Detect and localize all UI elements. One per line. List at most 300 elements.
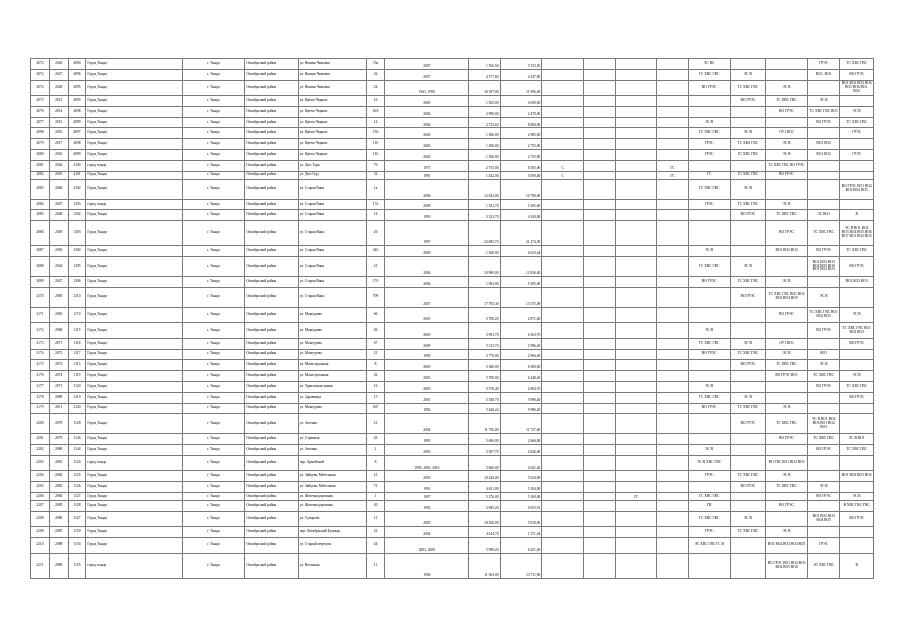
cell-spacer (584, 392, 615, 403)
cell-n2: ЭС В (730, 392, 766, 403)
cell-street: ул. Мангурова (298, 403, 366, 414)
cell-s1: 4 651,00 (469, 482, 500, 493)
cell-n2: ВО ГРЭС (730, 287, 766, 307)
cell-m2 (615, 392, 657, 403)
cell-year: 1994 (385, 553, 469, 578)
cell-spacer (584, 117, 615, 128)
table-row (31, 471, 874, 482)
cell-year: 2004 (385, 414, 469, 434)
cell-house: 16Г (366, 403, 385, 414)
cell-name: Город Тында (86, 434, 182, 445)
cell-street: ул. Зеленая (298, 445, 366, 456)
cell-m2 (615, 199, 657, 210)
cell-street: ул. Цветы Черные (298, 150, 366, 161)
cell-m3 (657, 371, 688, 382)
cell-code: 4098 (68, 139, 86, 150)
cell-n4: ЭС ХВС ГВС (807, 553, 839, 578)
cell-area: Октябрьский район (245, 221, 298, 246)
cell-n1: ГРЭС (688, 199, 730, 210)
cell-s2: 2 871,40 (500, 307, 542, 323)
cell-name: Город Тында (86, 414, 182, 434)
cell-no: 2047 (49, 276, 68, 287)
cell-type: г. Тында (182, 307, 245, 323)
table-row (31, 445, 874, 456)
cell-year: 2006 (385, 179, 469, 199)
cell-no: 2068 (49, 323, 68, 339)
cell-area: Октябрьский район (245, 338, 298, 349)
cell-street: пер. Октябрьский Бульвар (298, 527, 366, 538)
cell-n4: ВО1, ВО2 (807, 69, 839, 80)
cell-n1: ГРЭС (688, 527, 730, 538)
cell-code: 4095 (68, 80, 86, 96)
cell-id: 2076 (31, 106, 50, 117)
table-row (31, 338, 874, 349)
cell-m3 (657, 538, 688, 554)
cell-year: 2001 (385, 392, 469, 403)
cell-n1: ГС (688, 171, 730, 179)
cell-spacer (584, 287, 615, 307)
cell-m2: ГС (615, 493, 657, 501)
cell-no: 2065 (49, 307, 68, 323)
cell-house: 17к (366, 199, 385, 210)
cell-code: 1150 (68, 527, 86, 538)
cell-s2: 11 996,40 (500, 80, 542, 96)
cell-area: Октябрьский район (245, 150, 298, 161)
cell-house: 16А (366, 106, 385, 117)
cell-n5 (840, 160, 874, 171)
cell-n3: ВО ГРЭС ВО1 ВО2 ВО3 ВО4 ВО5 ВО6 (766, 553, 808, 578)
table-row (31, 276, 874, 287)
cell-m3 (657, 392, 688, 403)
cell-n1: ВО ГРЭС (688, 349, 730, 360)
cell-n5: ЭС В (840, 307, 874, 323)
cell-area: Октябрьский район (245, 199, 298, 210)
cell-n2 (730, 500, 766, 511)
cell-street: ул. Железнодорожная (298, 500, 366, 511)
cell-n4 (807, 338, 839, 349)
table-row (31, 381, 874, 392)
cell-spacer (584, 553, 615, 578)
cell-n3: ТС ХВС ГВС (766, 210, 808, 221)
cell-s1: 5 660,00 (469, 455, 500, 471)
cell-n3: ЭС В (766, 150, 808, 161)
cell-spacer (584, 403, 615, 414)
cell-spacer (584, 179, 615, 199)
cell-s2: 1 371,44 (500, 527, 542, 538)
cell-n4: ЭС В ВО1 ВО2 ВО3 ВО1 ВО2 ВО3 (807, 414, 839, 434)
cell-n3: ВО ГРЭС (766, 221, 808, 246)
cell-no: 2080 (49, 445, 68, 456)
cell-n2: ГС ХВС ГВС (730, 150, 766, 161)
cell-street: ул. Яшина-Чиновая (298, 69, 366, 80)
cell-m3 (657, 69, 688, 80)
cell-spacer (584, 471, 615, 482)
table-row (31, 527, 874, 538)
cell-n5: ВО ГРЭС ВО1 ВО2 ВО3 ВО4 ВО5 (840, 179, 874, 199)
cell-n4: ЭС В (807, 287, 839, 307)
cell-n4: ВО1 ВО2 ВО3 ВО4 ВО5 ВО6 ВО1 ВО2 ВО3 (807, 256, 839, 276)
cell-id: 2088 (31, 256, 50, 276)
cell-m1 (542, 471, 584, 482)
cell-n1 (688, 307, 730, 323)
cell-street: ул. Железнодорожная (298, 493, 366, 501)
cell-n5: ГРЭС (840, 128, 874, 139)
cell-s1: 4 577,60 (469, 69, 500, 80)
cell-m1 (542, 117, 584, 128)
cell-spacer (584, 455, 615, 471)
cell-m1 (542, 276, 584, 287)
cell-n1: ГС ХВС ГВС (688, 128, 730, 139)
cell-n2: ЭС В (730, 338, 766, 349)
cell-m1 (542, 210, 584, 221)
cell-n3: ТС ХВС ГВС (766, 414, 808, 434)
cell-year: 1995, 2003, 2010 (385, 455, 469, 471)
cell-street: ул. Цветы Черные (298, 139, 366, 150)
table-row (31, 434, 874, 445)
cell-s2: 2 755,00 (500, 150, 542, 161)
cell-street: ул. Цветы Черные (298, 128, 366, 139)
cell-m1 (542, 69, 584, 80)
cell-name: Город Тында (86, 139, 182, 150)
cell-spacer (584, 338, 615, 349)
cell-s1: 11 756,00 (469, 414, 500, 434)
cell-no: 2078 (49, 414, 68, 434)
cell-n5: ЭС В (840, 493, 874, 501)
cell-no: 2048 (49, 210, 68, 221)
cell-s2: 6 248,40 (500, 371, 542, 382)
cell-n5: ВО ГРЭС (840, 511, 874, 527)
cell-m3 (657, 349, 688, 360)
cell-id: 2080 (31, 150, 50, 161)
cell-id: 2170 (31, 287, 50, 307)
cell-name: Город Тында (86, 59, 182, 70)
cell-id: 2205 (31, 482, 50, 493)
cell-street: ул. Дюз Одд (298, 171, 366, 179)
cell-n2: ВО ГРЭС (730, 210, 766, 221)
cell-n3: ТС ХВС ГВС (766, 360, 808, 371)
cell-code: 4100 (68, 160, 86, 171)
cell-m3 (657, 482, 688, 493)
cell-spacer (584, 246, 615, 257)
cell-spacer (584, 128, 615, 139)
cell-year: 1995 (385, 434, 469, 445)
document-sheet (30, 58, 874, 606)
cell-n2: ТС ХВС ГВС (730, 403, 766, 414)
cell-id: 2210 (31, 538, 50, 554)
cell-house: 26 (366, 434, 385, 445)
cell-id: 2087 (31, 246, 50, 257)
cell-m2 (615, 307, 657, 323)
cell-m3 (657, 381, 688, 392)
cell-n4: ВО ГРЭС (807, 117, 839, 128)
cell-area: Октябрьский район (245, 256, 298, 276)
cell-n1 (688, 482, 730, 493)
cell-street: ул. Здравница (298, 392, 366, 403)
cell-n2: ТС ХВС ГВС (730, 471, 766, 482)
cell-s1: 5 446,24 (469, 403, 500, 414)
cell-id: 2201 (31, 434, 50, 445)
cell-n2: ЭС В (730, 511, 766, 527)
cell-code: 1119 (68, 371, 86, 382)
cell-house: 44 (366, 538, 385, 554)
cell-street: ул. Старая Ваня (298, 287, 366, 307)
cell-area: Октябрьский район (245, 179, 298, 199)
cell-street: ул. Транзитная линия (298, 381, 366, 392)
cell-m1 (542, 80, 584, 96)
cell-s1: 12 632,00 (469, 179, 500, 199)
cell-id: 2208 (31, 511, 50, 527)
cell-year: 2009 (385, 338, 469, 349)
cell-m1 (542, 392, 584, 403)
cell-m1 (542, 96, 584, 107)
cell-s1: 5 606,00 (469, 434, 500, 445)
cell-spacer (584, 210, 615, 221)
cell-s2: 3 723,50 (500, 59, 542, 70)
cell-no: 2050 (49, 246, 68, 257)
cell-n4: ЭС В (807, 96, 839, 107)
cell-year: 2003, 2009 (385, 538, 469, 554)
cell-street: ул. Старая Ваня (298, 199, 366, 210)
cell-type: г. Тында (182, 392, 245, 403)
cell-spacer (584, 171, 615, 179)
table-row (31, 246, 874, 257)
cell-no: 2011 (49, 403, 68, 414)
cell-n4: ГРЭС (807, 59, 839, 70)
cell-n3: ТС ХВС ГВС ВО1 ВО2 ВО3 ВО4 ВО5 (766, 287, 808, 307)
cell-s2: 13 711,90 (500, 553, 542, 578)
cell-m1 (542, 445, 584, 456)
cell-code: 1306 (68, 276, 86, 287)
cell-street: ул. Зайцева, Мебельная (298, 482, 366, 493)
cell-n5 (840, 455, 874, 471)
cell-m3 (657, 139, 688, 150)
cell-s2: 2 996,40 (500, 338, 542, 349)
cell-no: 2045 (49, 171, 68, 179)
cell-m1 (542, 338, 584, 349)
cell-spacer (584, 221, 615, 246)
cell-n4: ЭС ВО1 (807, 210, 839, 221)
cell-n4 (807, 500, 839, 511)
cell-area: Октябрьский район (245, 360, 298, 371)
cell-m2 (615, 210, 657, 221)
cell-n5 (840, 96, 874, 107)
cell-house: 17б (366, 276, 385, 287)
cell-n1 (688, 96, 730, 107)
cell-n2 (730, 434, 766, 445)
cell-n3 (766, 392, 808, 403)
cell-type: г. Тында (182, 160, 245, 171)
table-row (31, 392, 874, 403)
cell-area: Октябрьский район (245, 307, 298, 323)
cell-n2: ГС ХВС ГВС (730, 171, 766, 179)
table-row (31, 403, 874, 414)
cell-year: 2004 (385, 256, 469, 276)
cell-code: 4096 (68, 69, 86, 80)
cell-house: 709 (366, 287, 385, 307)
cell-n1: ВО ГРЭС (688, 403, 730, 414)
cell-m2 (615, 69, 657, 80)
cell-code: 4097 (68, 128, 86, 139)
cell-m3 (657, 414, 688, 434)
cell-id: 2204 (31, 471, 50, 482)
cell-name: Город Тында (86, 403, 182, 414)
cell-house: 71 (366, 482, 385, 493)
cell-s1: 4 614,70 (469, 527, 500, 538)
cell-type: г. Тында (182, 553, 245, 578)
cell-n3: ЭС В (766, 403, 808, 414)
cell-id: 2175 (31, 360, 50, 371)
cell-spacer (584, 381, 615, 392)
cell-no: 2081 (49, 455, 68, 471)
cell-code: 1128 (68, 500, 86, 511)
cell-n3: ВО ГВС ВО1 ВО2 ВО3 (766, 455, 808, 471)
cell-n3 (766, 117, 808, 128)
cell-house: 34б (366, 246, 385, 257)
cell-code: 1115 (68, 323, 86, 339)
cell-s1: 1 505,00 (469, 96, 500, 107)
cell-m2 (615, 403, 657, 414)
cell-code: 1303 (68, 221, 86, 246)
cell-house: 22 (366, 527, 385, 538)
cell-code: 1174 (68, 307, 86, 323)
cell-m2 (615, 323, 657, 339)
cell-n1: ЭС В (688, 323, 730, 339)
cell-m3 (657, 128, 688, 139)
cell-n1: ЭС ХВС ГВС ГС В (688, 538, 730, 554)
cell-s1: 5 276,00 (469, 493, 500, 501)
cell-street: ул. Старая Ваня (298, 256, 366, 276)
cell-name: город тында (86, 199, 182, 210)
cell-spacer (584, 106, 615, 117)
cell-year: 2003 (385, 381, 469, 392)
cell-id: 2173 (31, 338, 50, 349)
cell-n5: ТС ХВС ГВС (840, 117, 874, 128)
cell-m3 (657, 455, 688, 471)
cell-s1: 3 770,00 (469, 349, 500, 360)
cell-n4: ВО1 (807, 349, 839, 360)
cell-spacer (584, 371, 615, 382)
cell-area: Октябрьский район (245, 323, 298, 339)
cell-id: 2200 (31, 414, 50, 434)
cell-s1: 5 313,70 (469, 338, 500, 349)
cell-n1: ЭС В (688, 381, 730, 392)
cell-id: 2082 (31, 171, 50, 179)
cell-id: 2174 (31, 349, 50, 360)
cell-year: 2003 (385, 371, 469, 382)
cell-no: 2086 (49, 511, 68, 527)
cell-n3: ОУ1 ВО1 (766, 128, 808, 139)
cell-name: Город Тында (86, 338, 182, 349)
cell-id: 2171 (31, 307, 50, 323)
cell-n1: ГРЭС (688, 150, 730, 161)
cell-street: ул. Весенняя (298, 553, 366, 578)
cell-s1: 17 705,40 (469, 287, 500, 307)
cell-no: 2071 (49, 338, 68, 349)
cell-s1: 5 708,20 (469, 307, 500, 323)
cell-n4 (807, 171, 839, 179)
cell-m3 (657, 256, 688, 276)
cell-n4: ТС ХВС ГВС (807, 434, 839, 445)
cell-n1: ГС ХВС ГВС (688, 338, 730, 349)
cell-n4 (807, 80, 839, 96)
cell-s1: 5 999,20 (469, 538, 500, 554)
cell-code: 1144 (68, 445, 86, 456)
cell-n5: В (840, 553, 874, 578)
cell-m1 (542, 403, 584, 414)
cell-year: 2040 (385, 139, 469, 150)
cell-type: г. Тында (182, 381, 245, 392)
table-row (31, 199, 874, 210)
cell-s2: 5 910,00 (500, 511, 542, 527)
cell-n4: ВО1 ВО2 (807, 150, 839, 161)
cell-n2 (730, 493, 766, 501)
cell-n2: ЭС В (730, 128, 766, 139)
cell-year: 2008 (385, 199, 469, 210)
cell-no: 2082 (49, 471, 68, 482)
cell-house: 2 (366, 445, 385, 456)
cell-n1: ГС ХВС ГВС (688, 493, 730, 501)
cell-name: Город Тында (86, 128, 182, 139)
cell-n1 (688, 414, 730, 434)
cell-year: 2004 (385, 276, 469, 287)
cell-no: 2072 (49, 349, 68, 360)
cell-area: Октябрьский район (245, 210, 298, 221)
cell-area: Октябрьский район (245, 392, 298, 403)
cell-name: Город Тында (86, 445, 182, 456)
cell-code: 4096 (68, 106, 86, 117)
cell-code: 1303 (68, 199, 86, 210)
cell-m2 (615, 139, 657, 150)
table-row (31, 482, 874, 493)
cell-s2: 5 000,40 (500, 171, 542, 179)
cell-id: 2084 (31, 199, 50, 210)
cell-m1 (542, 221, 584, 246)
cell-s2: 6 300,00 (500, 360, 542, 371)
cell-n2: ТС ХВС ГВС (730, 80, 766, 96)
cell-year: 2003 (385, 323, 469, 339)
cell-n4 (807, 276, 839, 287)
cell-spacer (584, 527, 615, 538)
cell-n5 (840, 482, 874, 493)
cell-n2: ТС ХВС ГВС (730, 349, 766, 360)
cell-no: 2071 (49, 381, 68, 392)
cell-street: пер. Армейский (298, 455, 366, 471)
cell-m2 (615, 128, 657, 139)
cell-n1: ВО ГРЭС (688, 276, 730, 287)
cell-s1: 2 723,60 (469, 117, 500, 128)
cell-year: 2005 (385, 471, 469, 482)
cell-n2 (730, 117, 766, 128)
cell-n1: ЭС В (688, 246, 730, 257)
table-row (31, 360, 874, 371)
cell-n2 (730, 221, 766, 246)
cell-n3: ВО1 ВО2 ВО3 ВО4 ВО5 (766, 538, 808, 554)
cell-id: 2178 (31, 392, 50, 403)
cell-spacer (584, 69, 615, 80)
cell-m3 (657, 360, 688, 371)
cell-s2: 2 666,00 (500, 434, 542, 445)
cell-n5: ВО ГРЭС (840, 338, 874, 349)
cell-s2: 4 641,40 (500, 455, 542, 471)
cell-m2 (615, 221, 657, 246)
cell-n3: ЭС В (766, 471, 808, 482)
cell-type: г. Тында (182, 59, 245, 70)
cell-n5: ЭС В ВО1 (840, 434, 874, 445)
cell-n4: ВО1 ВО2 ВО3 ВО4 ВО5 (807, 511, 839, 527)
cell-spacer (584, 500, 615, 511)
table-row (31, 106, 874, 117)
cell-m2 (615, 256, 657, 276)
